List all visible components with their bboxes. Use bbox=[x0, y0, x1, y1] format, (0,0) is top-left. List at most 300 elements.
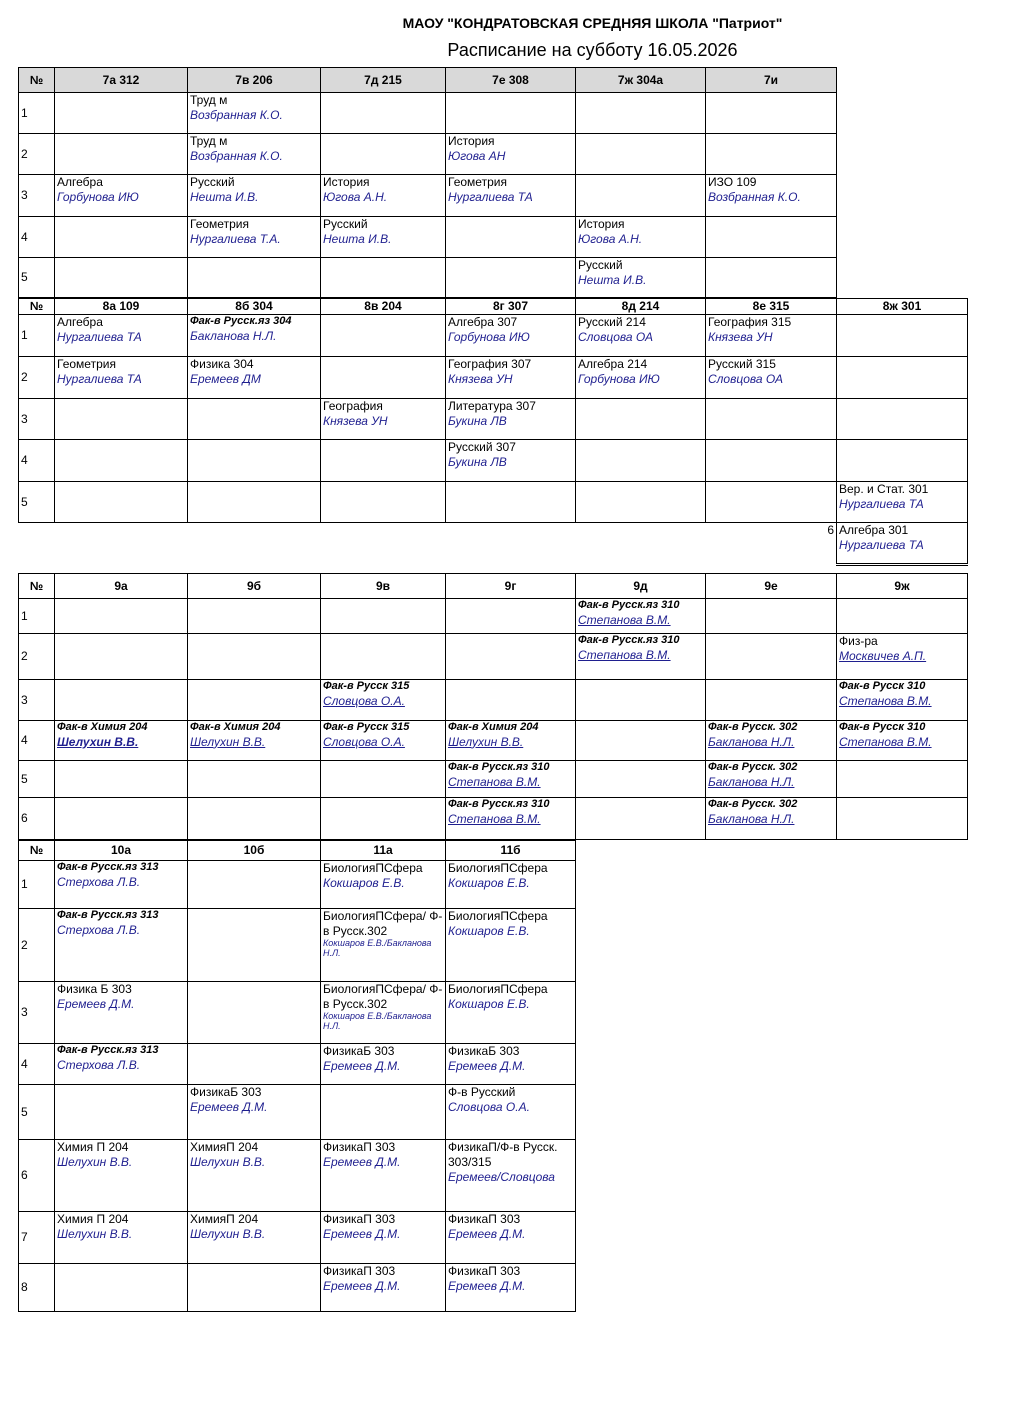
lesson-row bbox=[19, 599, 968, 634]
teacher: Шелухин В.В. bbox=[57, 1227, 133, 1241]
teacher: Нургалиева ТА bbox=[57, 330, 142, 344]
lesson-cell bbox=[837, 315, 968, 357]
lesson-cell bbox=[55, 1212, 188, 1264]
lesson-cell bbox=[188, 1264, 321, 1312]
lesson-number: 3 bbox=[19, 680, 55, 721]
lesson-cell bbox=[576, 599, 706, 634]
column-header: 8в 204 bbox=[321, 299, 446, 315]
lesson-cell bbox=[188, 861, 321, 909]
subject: Литература 307 bbox=[448, 399, 536, 413]
subject: ФизикаП 303 bbox=[448, 1212, 521, 1226]
lesson-cell bbox=[576, 175, 706, 217]
teacher: Еремеев Д.М. bbox=[323, 1279, 401, 1293]
teacher: Кокшаров Е.В. bbox=[323, 876, 405, 890]
lesson-cell bbox=[321, 599, 446, 634]
lesson-cell bbox=[321, 680, 446, 721]
lesson-cell bbox=[837, 523, 968, 565]
lesson-row bbox=[19, 399, 968, 440]
teacher: Бакланова Н.Л. bbox=[708, 734, 795, 749]
column-header: 7д 215 bbox=[321, 68, 446, 93]
subject: Геометрия bbox=[57, 357, 116, 371]
teacher: Нешта И.В. bbox=[323, 232, 392, 246]
schedule-table-grade7 bbox=[18, 67, 837, 298]
lesson-cell bbox=[188, 1212, 321, 1264]
lesson-row bbox=[19, 440, 968, 482]
lesson-cell bbox=[55, 217, 188, 258]
subject: ФизикаП 303 bbox=[323, 1140, 396, 1154]
lesson-cell bbox=[188, 357, 321, 399]
subject: География bbox=[323, 399, 383, 413]
teacher: Горбунова ИЮ bbox=[578, 372, 660, 386]
lesson-cell bbox=[446, 761, 576, 798]
lesson-cell bbox=[188, 680, 321, 721]
lesson-cell bbox=[55, 258, 188, 298]
lesson-cell bbox=[55, 482, 188, 523]
lesson-cell bbox=[55, 399, 188, 440]
teacher: Шелухин В.В. bbox=[448, 734, 524, 749]
lesson-row bbox=[19, 798, 968, 840]
teacher: Стерхова Л.В. bbox=[57, 874, 141, 889]
lesson-cell bbox=[706, 217, 837, 258]
column-header: 11б bbox=[446, 841, 576, 861]
lesson-cell bbox=[446, 1212, 576, 1264]
lesson-cell bbox=[321, 634, 446, 680]
lesson-cell bbox=[446, 175, 576, 217]
column-header: № bbox=[19, 68, 55, 93]
lesson-number: 1 bbox=[19, 861, 55, 909]
lesson-row bbox=[19, 217, 837, 258]
subject: Фак-в Русск 310 bbox=[839, 680, 926, 692]
lesson-number: 6 bbox=[19, 798, 55, 840]
lesson-cell bbox=[837, 440, 968, 482]
teacher: Степанова В.М. bbox=[578, 612, 671, 627]
teacher: Шелухин В.В. bbox=[190, 1227, 266, 1241]
lesson-cell bbox=[321, 982, 446, 1044]
subject: География 307 bbox=[448, 357, 532, 371]
teacher: Словцова ОА bbox=[578, 330, 653, 344]
lesson-cell bbox=[321, 217, 446, 258]
subject: ИЗО 109 bbox=[708, 175, 757, 189]
teacher: Стерхова Л.В. bbox=[57, 922, 141, 937]
subject: Вер. и Стат. 301 bbox=[839, 482, 929, 496]
subject: Физ-ра bbox=[839, 634, 878, 648]
lesson-number: 1 bbox=[19, 315, 55, 357]
lesson-cell bbox=[706, 93, 837, 134]
lesson-row bbox=[19, 861, 576, 909]
lesson-number: 2 bbox=[19, 909, 55, 982]
subject: Фак-в Русск.яз 313 bbox=[57, 909, 159, 921]
lesson-cell bbox=[446, 721, 576, 761]
lesson-number: 3 bbox=[19, 399, 55, 440]
column-header: 8г 307 bbox=[446, 299, 576, 315]
teacher: Степанова В.М. bbox=[448, 774, 541, 789]
subject: Русский bbox=[190, 175, 235, 189]
teacher: Букина ЛВ bbox=[448, 414, 507, 428]
subject: Фак-в Русск 315 bbox=[323, 721, 410, 733]
subject: ФизикаП 303 bbox=[448, 1264, 521, 1278]
lesson-row bbox=[19, 909, 576, 982]
lesson-cell bbox=[446, 1044, 576, 1085]
lesson-number: 7 bbox=[19, 1212, 55, 1264]
lesson-row bbox=[19, 1264, 576, 1312]
subject: Алгебра bbox=[57, 175, 103, 189]
lesson-cell bbox=[446, 217, 576, 258]
column-header: 10а bbox=[55, 841, 188, 861]
lesson-cell bbox=[706, 721, 837, 761]
lesson-cell bbox=[446, 258, 576, 298]
empty-cell bbox=[446, 523, 576, 565]
lesson-row bbox=[19, 1212, 576, 1264]
lesson-cell bbox=[188, 134, 321, 175]
lesson-cell bbox=[706, 599, 837, 634]
teacher: Еремеев Д.М. bbox=[323, 1155, 401, 1169]
lesson-cell bbox=[321, 357, 446, 399]
lesson-cell bbox=[321, 1264, 446, 1312]
subject: Алгебра 301 bbox=[839, 523, 909, 537]
teacher: Кокшаров Е.В. bbox=[448, 924, 530, 938]
teacher: Кокшаров Е.В. bbox=[448, 876, 530, 890]
subject: Русский bbox=[323, 217, 368, 231]
teacher: Нешта И.В. bbox=[578, 273, 647, 287]
lesson-row bbox=[19, 721, 968, 761]
column-header: № bbox=[19, 299, 55, 315]
subject: Алгебра bbox=[57, 315, 103, 329]
lesson-cell bbox=[55, 175, 188, 217]
lesson-cell bbox=[188, 599, 321, 634]
column-header: 8д 214 bbox=[576, 299, 706, 315]
teacher: Князева УН bbox=[448, 372, 513, 386]
lesson-cell bbox=[321, 482, 446, 523]
lesson-number: 2 bbox=[19, 134, 55, 175]
subject: Фак-в Русск. 302 bbox=[708, 721, 798, 733]
teacher: Кокшаров Е.В./Бакланова Н.Л. bbox=[323, 938, 432, 958]
subject: БиологияПСфера bbox=[448, 982, 548, 996]
lesson-cell bbox=[576, 798, 706, 840]
subject: Фак-в Русск 310 bbox=[839, 721, 926, 733]
teacher: Словцова О.А. bbox=[448, 1100, 530, 1114]
teacher: Букина ЛВ bbox=[448, 455, 507, 469]
lesson-cell bbox=[321, 93, 446, 134]
subject: ФизикаБ 303 bbox=[190, 1085, 262, 1099]
teacher: Еремеев Д.М. bbox=[323, 1227, 401, 1241]
lesson-cell bbox=[706, 761, 837, 798]
empty-cell bbox=[55, 523, 188, 565]
lesson-row bbox=[19, 134, 837, 175]
subject: ФизикаП 303 bbox=[323, 1212, 396, 1226]
lesson-cell bbox=[55, 721, 188, 761]
lesson-cell bbox=[188, 721, 321, 761]
lesson-cell bbox=[446, 982, 576, 1044]
teacher: Бакланова Н.Л. bbox=[708, 811, 795, 826]
school-title: МАОУ "КОНДРАТОВСКАЯ СРЕДНЯЯ ШКОЛА "Патриот" bbox=[402, 15, 783, 31]
lesson-cell bbox=[55, 909, 188, 982]
column-header: 9д bbox=[576, 574, 706, 599]
lesson-row bbox=[19, 258, 837, 298]
teacher: Кокшаров Е.В. bbox=[448, 997, 530, 1011]
lesson-cell bbox=[706, 134, 837, 175]
lesson-row bbox=[19, 680, 968, 721]
teacher: Еремеев/Словцова bbox=[448, 1170, 555, 1184]
lesson-cell bbox=[55, 599, 188, 634]
teacher: Еремеев Д.М. bbox=[57, 997, 135, 1011]
teacher: Словцова О.А. bbox=[323, 693, 405, 708]
lesson-cell bbox=[706, 680, 837, 721]
lesson-number: 3 bbox=[19, 982, 55, 1044]
column-header: № bbox=[19, 841, 55, 861]
lesson-cell bbox=[55, 680, 188, 721]
lesson-cell bbox=[837, 798, 968, 840]
subject: БиологияПСфера/ Ф-в Русск.302 bbox=[323, 909, 443, 938]
lesson-cell bbox=[55, 134, 188, 175]
lesson-cell bbox=[446, 1264, 576, 1312]
column-header: 8б 304 bbox=[188, 299, 321, 315]
lesson-cell bbox=[188, 1085, 321, 1140]
lesson-cell bbox=[321, 1212, 446, 1264]
subject: Труд м bbox=[190, 134, 228, 148]
teacher: Нургалиева ТА bbox=[839, 538, 924, 552]
lesson-cell bbox=[321, 1085, 446, 1140]
lesson-cell bbox=[321, 761, 446, 798]
lesson-cell bbox=[576, 258, 706, 298]
lesson-cell bbox=[576, 634, 706, 680]
lesson-number: 4 bbox=[19, 217, 55, 258]
lesson-row bbox=[19, 634, 968, 680]
lesson-cell bbox=[188, 258, 321, 298]
subject: БиологияПСфера/ Ф-в Русск.302 bbox=[323, 982, 443, 1011]
column-header: 7и bbox=[706, 68, 837, 93]
lesson-cell bbox=[188, 175, 321, 217]
teacher: Бакланова Н.Л. bbox=[708, 774, 795, 789]
lesson-number: 6 bbox=[19, 1140, 55, 1212]
empty-cell bbox=[576, 523, 706, 565]
lesson-cell bbox=[55, 1140, 188, 1212]
teacher: Югова А.Н. bbox=[578, 232, 643, 246]
teacher: Шелухин В.В. bbox=[190, 734, 266, 749]
teacher: Словцова О.А. bbox=[323, 734, 405, 749]
teacher: Кокшаров Е.В./Бакланова Н.Л. bbox=[323, 1011, 432, 1031]
lesson-cell bbox=[321, 258, 446, 298]
teacher: Еремеев ДМ bbox=[190, 372, 261, 386]
subject: Химия П 204 bbox=[57, 1212, 129, 1226]
lesson-cell bbox=[446, 634, 576, 680]
lesson-cell bbox=[576, 93, 706, 134]
teacher: Степанова В.М. bbox=[839, 693, 932, 708]
subject: Русский 307 bbox=[448, 440, 516, 454]
lesson-cell bbox=[321, 909, 446, 982]
lesson-cell bbox=[837, 399, 968, 440]
teacher: Еремеев Д.М. bbox=[448, 1279, 526, 1293]
lesson-cell bbox=[576, 399, 706, 440]
teacher: Словцова ОА bbox=[708, 372, 783, 386]
lesson-cell bbox=[706, 175, 837, 217]
teacher: Степанова В.М. bbox=[448, 811, 541, 826]
subject: ФизикаБ 303 bbox=[323, 1044, 395, 1058]
subject: История bbox=[323, 175, 370, 189]
teacher: Возбранная К.О. bbox=[190, 149, 283, 163]
lesson-cell bbox=[321, 861, 446, 909]
teacher: Нургалиева ТА bbox=[448, 190, 533, 204]
lesson-cell bbox=[446, 357, 576, 399]
lesson-cell bbox=[188, 482, 321, 523]
lesson-cell bbox=[446, 93, 576, 134]
lesson-cell bbox=[321, 798, 446, 840]
lesson-row bbox=[19, 93, 837, 134]
schedule-table-grade8 bbox=[18, 298, 968, 566]
lesson-cell bbox=[55, 315, 188, 357]
teacher: Еремеев Д.М. bbox=[323, 1059, 401, 1073]
subject: Русский 315 bbox=[708, 357, 776, 371]
lesson-row bbox=[19, 482, 968, 523]
lesson-cell bbox=[55, 93, 188, 134]
lesson-cell bbox=[321, 315, 446, 357]
schedule-subtitle: Расписание на субботу 16.05.2026 bbox=[447, 40, 738, 60]
subject: Фак-в Русск.яз 304 bbox=[190, 315, 292, 327]
column-header: 9е bbox=[706, 574, 837, 599]
subject: Физика Б 303 bbox=[57, 982, 132, 996]
lesson-cell bbox=[188, 440, 321, 482]
column-header: 9ж bbox=[837, 574, 968, 599]
lesson-number: 5 bbox=[19, 1085, 55, 1140]
lesson-cell bbox=[837, 482, 968, 523]
lesson-cell bbox=[576, 721, 706, 761]
teacher: Югова АН bbox=[448, 149, 506, 163]
subject: Фак-в Русск.яз 310 bbox=[578, 634, 680, 646]
teacher: Москвичев А.П. bbox=[839, 649, 927, 663]
lesson-cell bbox=[837, 634, 968, 680]
lesson-cell bbox=[446, 1140, 576, 1212]
subject: Фак-в Русск.яз 310 bbox=[448, 761, 550, 773]
subject: Фак-в Химия 204 bbox=[57, 721, 148, 733]
lesson-cell bbox=[55, 357, 188, 399]
teacher: Горбунова ИЮ bbox=[448, 330, 530, 344]
teacher: Степанова В.М. bbox=[839, 734, 932, 749]
teacher: Возбранная К.О. bbox=[190, 108, 283, 122]
lesson-cell bbox=[446, 134, 576, 175]
subject: Химия П 204 bbox=[57, 1140, 129, 1154]
lesson-cell bbox=[188, 761, 321, 798]
subject: Труд м bbox=[190, 93, 228, 107]
subject: Алгебра 307 bbox=[448, 315, 518, 329]
teacher: Князева УН bbox=[708, 330, 773, 344]
lesson-cell bbox=[706, 258, 837, 298]
teacher: Стерхова Л.В. bbox=[57, 1057, 141, 1072]
lesson-cell bbox=[837, 680, 968, 721]
teacher: Нургалиева Т.А. bbox=[190, 232, 281, 246]
subject: БиологияПСфера bbox=[448, 861, 548, 875]
column-header: 7е 308 bbox=[446, 68, 576, 93]
lesson-cell bbox=[188, 93, 321, 134]
lesson-cell bbox=[706, 482, 837, 523]
teacher: Горбунова ИЮ bbox=[57, 190, 139, 204]
lesson-cell bbox=[576, 217, 706, 258]
lesson-cell bbox=[55, 440, 188, 482]
lesson-cell bbox=[446, 399, 576, 440]
lesson-cell bbox=[188, 909, 321, 982]
lesson-number: 5 bbox=[19, 482, 55, 523]
lesson-cell bbox=[576, 357, 706, 399]
empty-cell bbox=[19, 523, 55, 565]
lesson-number: 1 bbox=[19, 599, 55, 634]
subject: Геометрия bbox=[190, 217, 249, 231]
lesson-cell bbox=[576, 134, 706, 175]
lesson-cell bbox=[321, 399, 446, 440]
lesson-cell bbox=[706, 634, 837, 680]
lesson-cell bbox=[706, 798, 837, 840]
subject: История bbox=[578, 217, 625, 231]
lesson-cell bbox=[55, 634, 188, 680]
column-header: 7а 312 bbox=[55, 68, 188, 93]
lesson-cell bbox=[321, 721, 446, 761]
lesson-cell bbox=[446, 1085, 576, 1140]
lesson-row bbox=[19, 175, 837, 217]
lesson-number: 2 bbox=[19, 357, 55, 399]
subject: Геометрия bbox=[448, 175, 507, 189]
empty-cell bbox=[188, 523, 321, 565]
lesson-cell bbox=[55, 1085, 188, 1140]
column-header: 11а bbox=[321, 841, 446, 861]
subject: БиологияПСфера bbox=[323, 861, 423, 875]
teacher: Еремеев Д.М. bbox=[190, 1100, 268, 1114]
lesson-cell bbox=[706, 440, 837, 482]
column-header: 10б bbox=[188, 841, 321, 861]
subject: ФизикаП/Ф-в Русск. 303/315 bbox=[448, 1140, 558, 1169]
lesson-cell bbox=[55, 761, 188, 798]
subject: Фак-в Химия 204 bbox=[190, 721, 281, 733]
lesson-cell bbox=[188, 1140, 321, 1212]
lesson-cell bbox=[446, 440, 576, 482]
lesson-cell bbox=[446, 680, 576, 721]
subject: Фак-в Русск.яз 310 bbox=[578, 599, 680, 611]
subject: Фак-в Химия 204 bbox=[448, 721, 539, 733]
lesson-row bbox=[19, 315, 968, 357]
lesson-cell bbox=[446, 482, 576, 523]
teacher: Возбранная К.О. bbox=[708, 190, 801, 204]
teacher: Степанова В.М. bbox=[578, 647, 671, 662]
lesson-cell bbox=[321, 175, 446, 217]
lesson-cell bbox=[188, 634, 321, 680]
column-header: 7в 206 bbox=[188, 68, 321, 93]
lesson-cell bbox=[706, 357, 837, 399]
subject: Фак-в Русск.яз 310 bbox=[448, 798, 550, 810]
lesson-row bbox=[19, 1044, 576, 1085]
subject: География 315 bbox=[708, 315, 792, 329]
lesson-cell bbox=[706, 315, 837, 357]
subject: ХимияП 204 bbox=[190, 1140, 259, 1154]
subject: Фак-в Русск.яз 313 bbox=[57, 1044, 159, 1056]
empty-cell bbox=[321, 523, 446, 565]
lesson-cell bbox=[446, 599, 576, 634]
teacher: Нургалиева ТА bbox=[57, 372, 142, 386]
column-header: 8е 315 bbox=[706, 299, 837, 315]
lesson-cell bbox=[188, 399, 321, 440]
lesson-cell bbox=[321, 440, 446, 482]
lesson-cell bbox=[837, 721, 968, 761]
subject: БиологияПСфера bbox=[448, 909, 548, 923]
lesson-row bbox=[19, 523, 968, 565]
lesson-number: 3 bbox=[19, 175, 55, 217]
teacher: Нургалиева ТА bbox=[839, 497, 924, 511]
column-header: 8ж 301 bbox=[837, 299, 968, 315]
lesson-row bbox=[19, 1085, 576, 1140]
lesson-cell bbox=[837, 357, 968, 399]
lesson-cell bbox=[188, 1044, 321, 1085]
teacher: Шелухин В.В. bbox=[57, 734, 139, 749]
subject: ФизикаП 303 bbox=[323, 1264, 396, 1278]
lesson-cell bbox=[55, 1264, 188, 1312]
lesson-number: 5 bbox=[19, 258, 55, 298]
lesson-cell bbox=[188, 315, 321, 357]
subject: Фак-в Русск. 302 bbox=[708, 761, 798, 773]
